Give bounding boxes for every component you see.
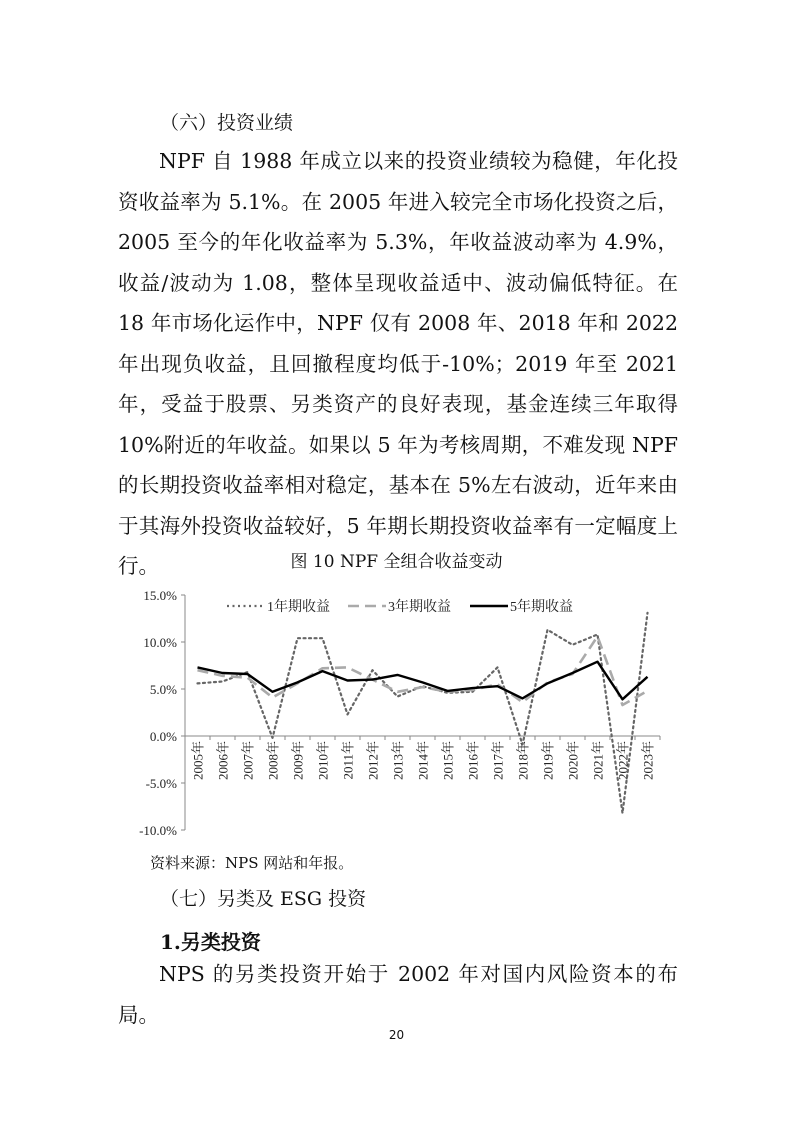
x-tick-label: 2005年 — [190, 741, 206, 781]
series-line-3 — [198, 662, 648, 700]
x-tick-label: 2011年 — [340, 741, 356, 780]
x-tick-label: 2018年 — [515, 741, 531, 781]
chart-legend — [227, 598, 573, 615]
x-tick-label: 2023年 — [640, 741, 656, 781]
x-tick-label: 2009年 — [290, 741, 306, 781]
subheading-alternative-investment: 1.另类投资 — [160, 930, 261, 954]
paragraph-alternative-investment: NPS 的另类投资开始于 2002 年对国内风险资本的布局。 — [118, 962, 678, 1027]
returns-line-chart — [0, 578, 793, 848]
paragraph-investment-performance: NPF 自 1988 年成立以来的投资业绩较为稳健，年化投资收益率为 5.1%。在 2005 年进入较完全市场化投资之后，2005 至今的年化收益率为 5.3%，年收益波动率为 4.9%，收益/波动为 1.08，整体呈现收益适中、波动偏低特征。在 18 年市场化运作中，NPF 仅有 2008 年、2018 年和 2022 年出现负收益，且回撤程度均低于-10%；2019 年至 2021 年，受益于股票、另类资产的良好表现，基金连续三年取得 10%附近的年收益。如果以 5 年为考核周期，不难发现 NPF 的长期投资收益率相对稳定，基本在 5%左右波动，近年来由于其海外投资收益较好，5 年期长期投资收益率有一定幅度上行。 — [118, 149, 678, 578]
x-tick-label: 2015年 — [440, 741, 456, 781]
chart-axes — [181, 595, 660, 830]
x-tick-label: 2021年 — [590, 741, 606, 781]
y-tick-label: -10.0% — [139, 823, 177, 838]
x-axis-ticks — [191, 741, 656, 780]
figure-caption: 图 10 NPF 全组合收益变动 — [290, 552, 503, 572]
y-tick-label: 0.0% — [149, 729, 177, 744]
y-tick-label: -5.0% — [145, 776, 177, 791]
section-heading-alternative-esg: （七）另类及 ESG 投资 — [160, 888, 367, 910]
y-axis-ticks — [139, 588, 177, 838]
y-tick-label: 5.0% — [149, 682, 177, 697]
section-heading-investment-performance: （六）投资业绩 — [160, 112, 294, 134]
x-tick-label: 2016年 — [465, 741, 481, 781]
x-tick-label: 2017年 — [490, 741, 506, 781]
legend-label-2: 3年期收益 — [388, 600, 451, 615]
x-tick-label: 2014年 — [415, 741, 431, 781]
x-tick-label: 2019年 — [540, 741, 556, 781]
x-tick-label: 2022年 — [615, 741, 631, 781]
x-tick-label: 2020年 — [565, 741, 581, 781]
legend-label-1: 1年期收益 — [267, 600, 330, 615]
page-number: 20 — [388, 1028, 405, 1042]
chart-series — [198, 613, 648, 813]
x-tick-label: 2008年 — [265, 741, 281, 781]
y-tick-label: 10.0% — [143, 635, 177, 650]
x-tick-label: 2010年 — [315, 741, 331, 781]
series-line-1 — [198, 613, 648, 813]
x-tick-label: 2012年 — [365, 741, 381, 781]
x-tick-label: 2006年 — [215, 741, 231, 781]
y-tick-label: 15.0% — [143, 588, 177, 603]
x-tick-label: 2013年 — [390, 741, 406, 781]
legend-label-3: 5年期收益 — [510, 600, 573, 615]
source-note: 资料来源：NPS 网站和年报。 — [150, 854, 354, 872]
x-tick-label: 2007年 — [240, 741, 256, 781]
